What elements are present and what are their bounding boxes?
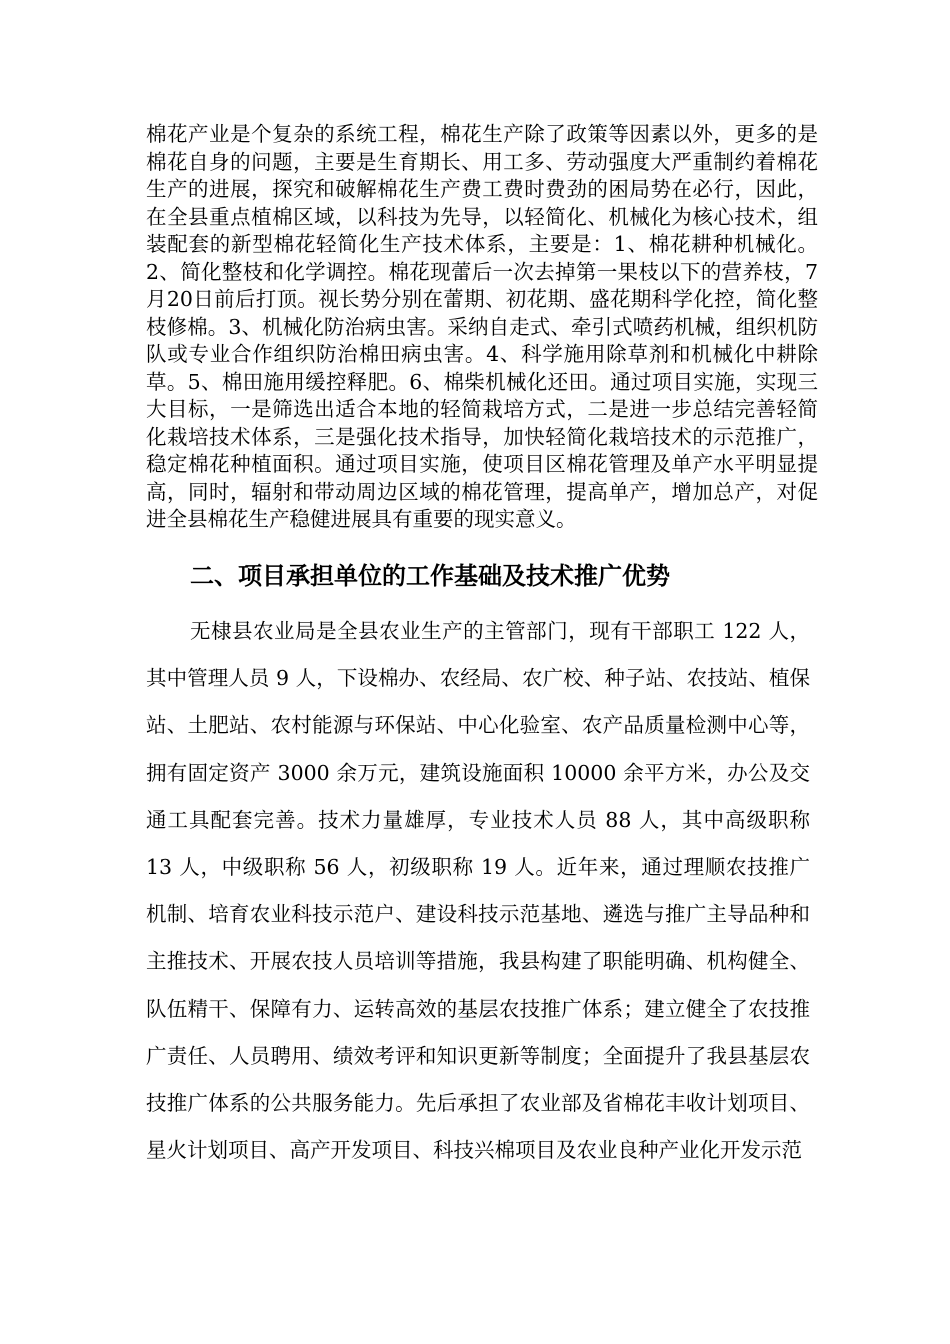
section-heading: 二、项目承担单位的工作基础及技术推广优势 (190, 562, 670, 590)
body-paragraph-cotton-simplified-technology: 棉花产业是个复杂的系统工程，棉花生产除了政策等因素以外，更多的是棉花自身的问题，主要是生育期长、用工多、劳动强度大严重制约着棉花生产的进展，探究和破解棉花生产费工费时费劲的困局势在必行，因此，在全县重点植棉区域，以科技为先导，以轻简化、机械化为核心技术，组装配套的新型棉花轻简化生产技术体系，主要是：1、棉花耕种机械化。2、简化整枝和化学调控。棉花现蕾后一次去掉第一果枝以下的营养枝，7月20日前后打顶。视长势分别在蕾期、初花期、盛花期科学化控，简化整枝修棉。3、机械化防治病虫害。采纳自走式、牵引式喷药机械，组织机防队或专业合作组织防治棉田病虫害。4、科学施用除草剂和机械化中耕除草。5、棉田施用缓控释肥。6、棉柴机械化还田。通过项目实施，实现三大目标，一是筛选出适合本地的轻简栽培方式，二是进一步总结完善轻简化栽培技术体系，三是强化技术指导，加快轻简化栽培技术的示范推广，稳定棉花种植面积。通过项目实施，使项目区棉花管理及单产水平明显提高，同时，辐射和带动周边区域的棉花管理，提高单产，增加总产，对促进全县棉花生产稳健进展具有重要的现实意义。 (146, 122, 818, 531)
body-paragraph-work-foundation: 无棣县农业局是全县农业生产的主管部门，现有干部职工 122 人，其中管理人员 9 人，下设棉办、农经局、农广校、种子站、农技站、植保站、土肥站、农村能源与环保站、中心化验室、农产品质量检测中心等，拥有固定资产 3000 余万元，建筑设施面积 10000 余平方米，办公及交通工具配套完善。技术力量雄厚，专业技术人员 88 人，其中高级职称 13 人，中级职称 56 人，初级职称 19 人。近年来，通过理顺农技推广机制、培育农业科技示范户、建设科技示范基地、遴选与推广主导品种和主推技术、开展农技人员培训等措施，我县构建了职能明确、机构健全、队伍精干、保障有力、运转高效的基层农技推广体系；建立健全了农技推广责任、人员聘用、绩效考评和知识更新等制度；全面提升了我县基层农技推广体系的公共服务能力。先后承担了农业部及省棉花丰收计划项目、星火计划项目、高产开发项目、科技兴棉项目及农业良种产业化开发示范 (146, 619, 810, 1163)
